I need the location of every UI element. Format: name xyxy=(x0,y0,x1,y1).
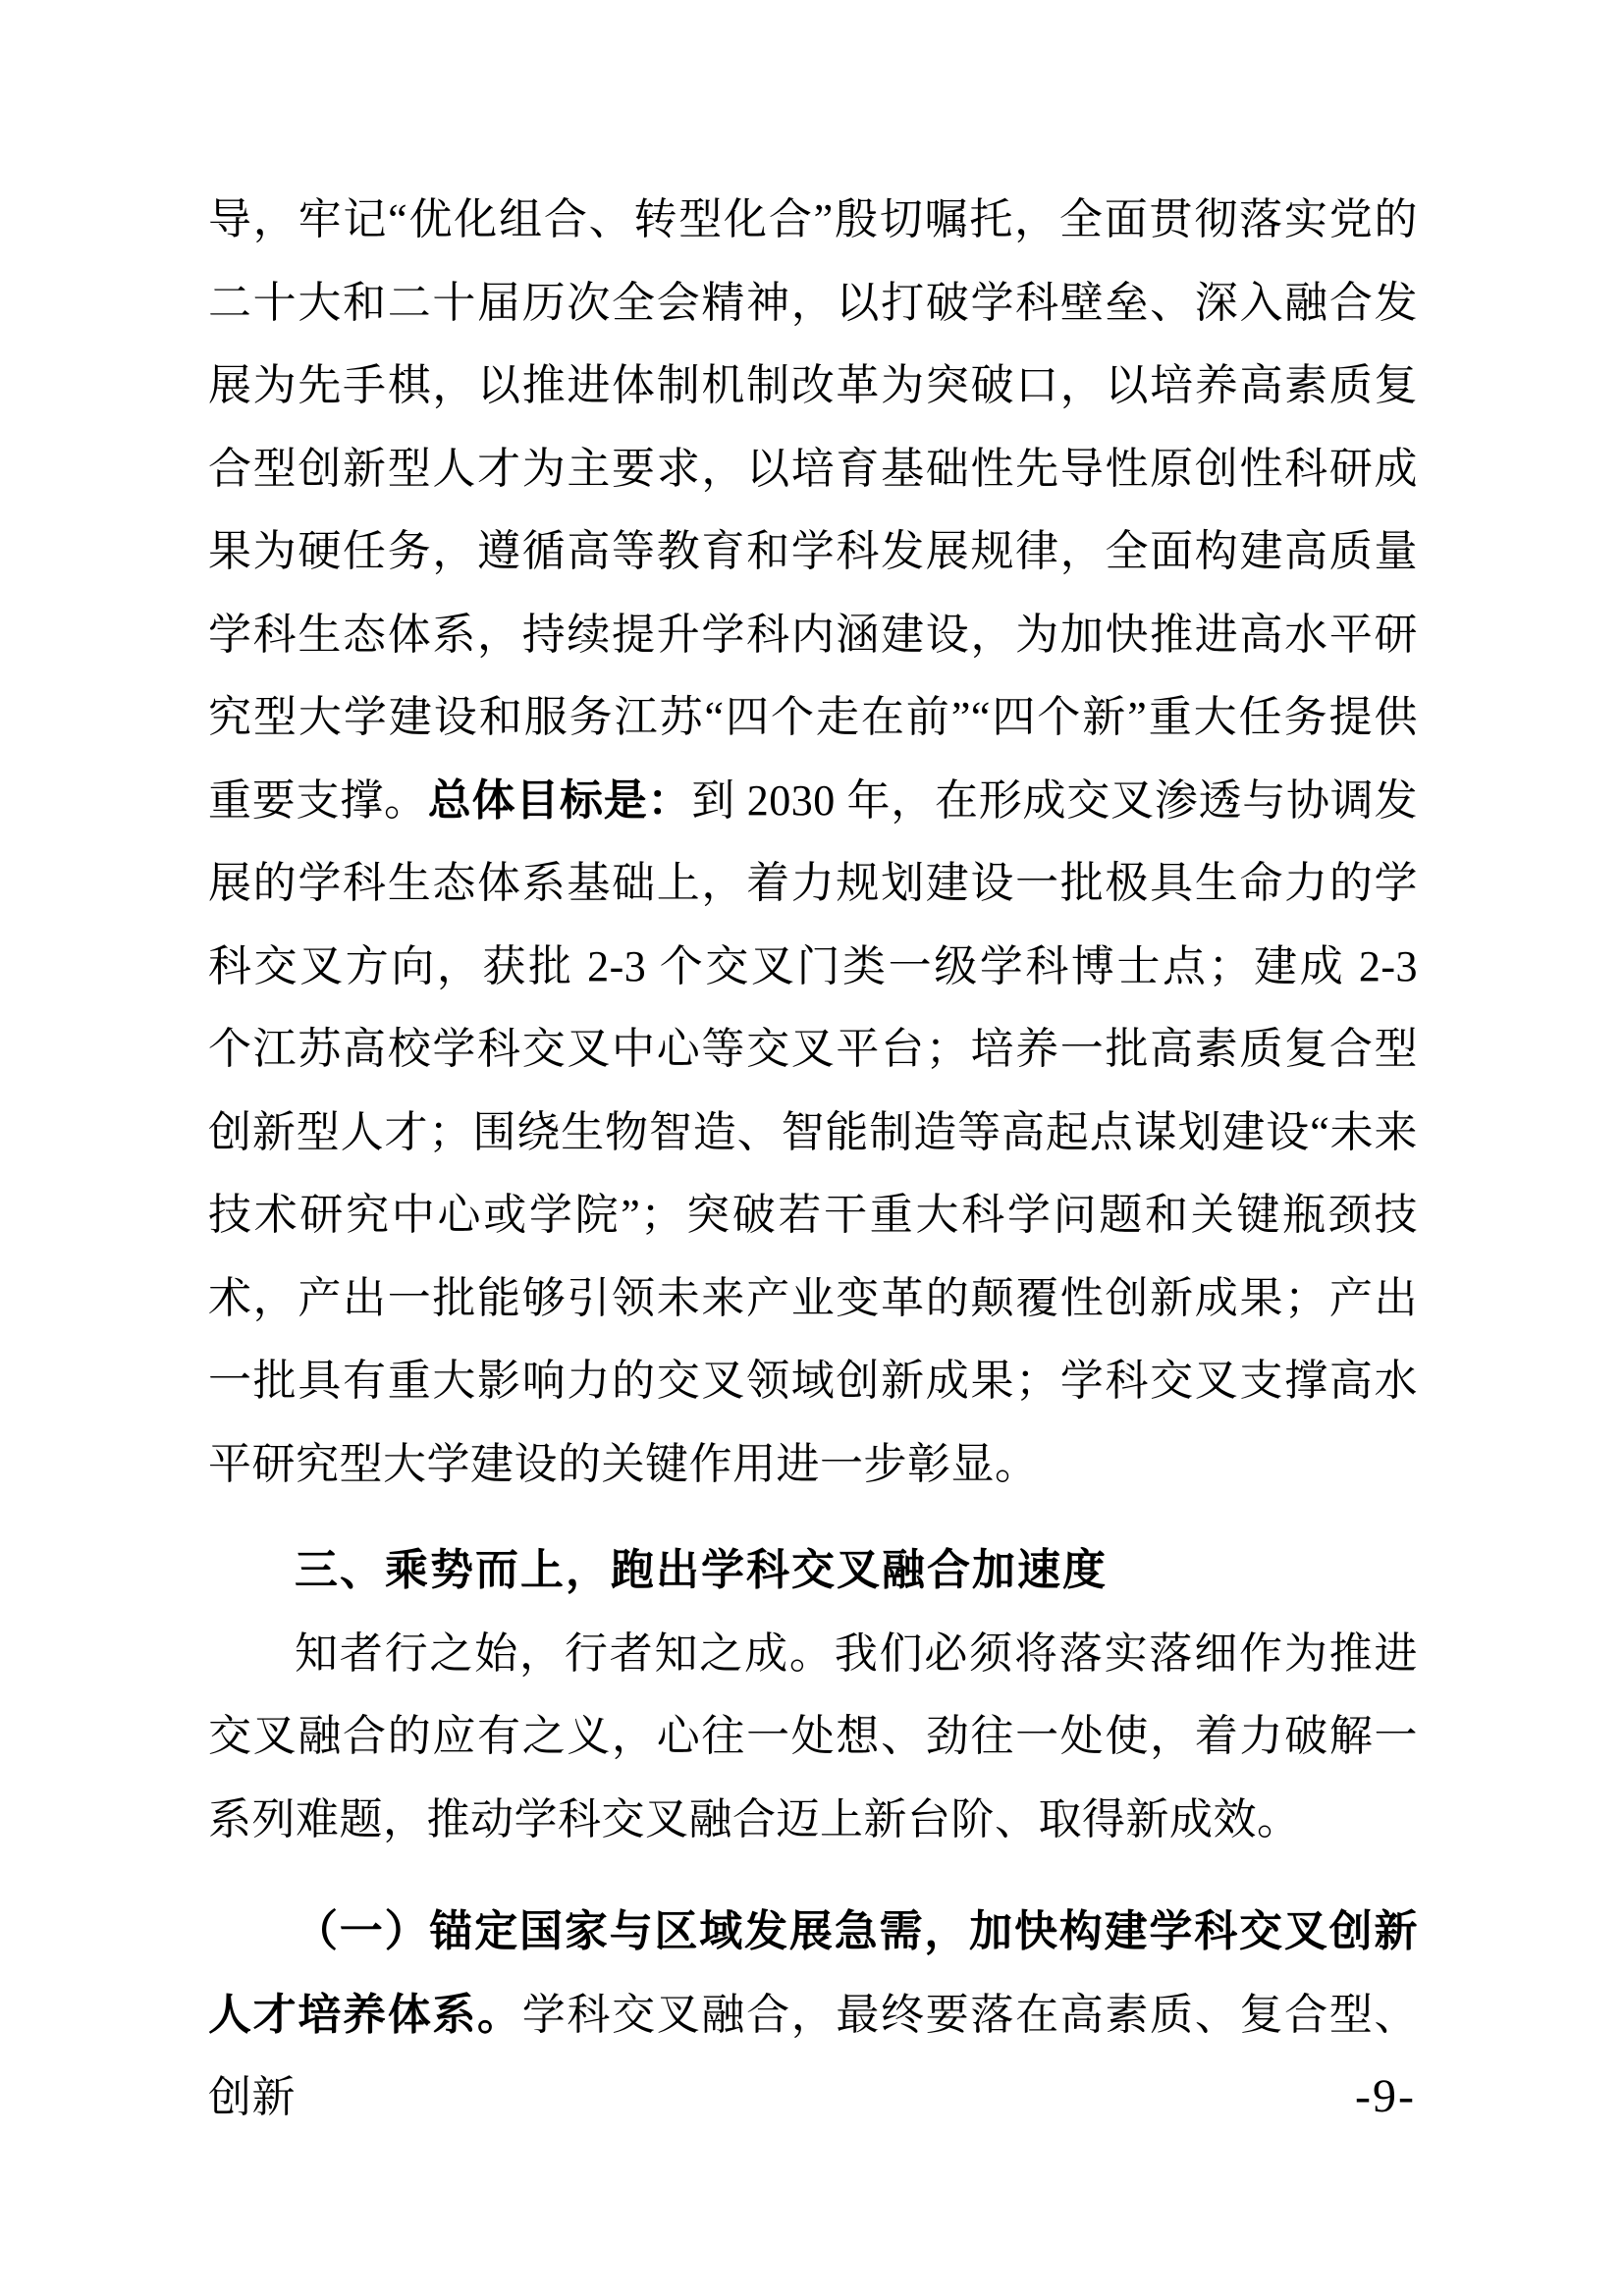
text-segment: 三、乘势而上，跑出学科交叉融合加速度 xyxy=(295,1546,1108,1594)
text-segment: 总体目标是： xyxy=(427,775,692,825)
text-segment: 知者行之始，行者知之成。我们必须将落实落细作为推进交叉融合的应有之义，心往一处想、劲往一处使，着力破解一系列难题，推动学科交叉融合迈上新台阶、取得新成效。 xyxy=(208,1629,1418,1843)
text-segment: 到 2030 年，在形成交叉渗透与协调发展的学科生态体系基础上，着力规划建设一批极具生命力的学科交叉方向，获批 2-3 个交叉门类一级学科博士点；建成 2-3 个江苏高校学科交叉中心等交叉平台；培养一批高素质复合型创新型人才；围绕生物智造、智能制造等高起点谋划建设“未来技术研究中心或学院”；突破若干重大科学问题和关键瓶颈技术，产出一批能够引领未来产业变革的颠覆性创新成果；产出一批具有重大影响力的交叉领域创新成果；学科交叉支撑高水平研究型大学建设的关键作用进一步彰显。 xyxy=(208,775,1418,1488)
paragraph-subsection-1 xyxy=(208,1891,1418,2140)
text-segment: （一）锚定国家与区域发展急需，加快构建学科交叉创新人才培养体系。 xyxy=(208,1907,1418,2039)
paragraph-intro xyxy=(208,1613,1418,1862)
section-heading-3 xyxy=(208,1529,1418,1613)
text-segment: 学科交叉融合，最终要落在高素质、复合型、创新 xyxy=(208,1990,1419,2121)
text-segment: 导，牢记“优化组合、转型化合”殷切嘱托，全面贯彻落实党的二十大和二十届历次全会精神，以打破学科壁垒、深入融合发展为先手棋，以推进体制机制改革为突破口，以培养高素质复合型创新型人才为主要求，以培育基础性先导性原创性科研成果为硬任务，遵循高等教育和学科发展规律，全面构建高质量学科生态体系，持续提升学科内涵建设，为加快推进高水平研究型大学建设和服务江苏“四个走在前”“四个新”重大任务提供重要支撑。 xyxy=(208,195,1418,825)
document-body xyxy=(208,179,1418,2140)
page-number: -9- xyxy=(1355,2070,1416,2122)
paragraph-goals xyxy=(208,179,1418,1506)
